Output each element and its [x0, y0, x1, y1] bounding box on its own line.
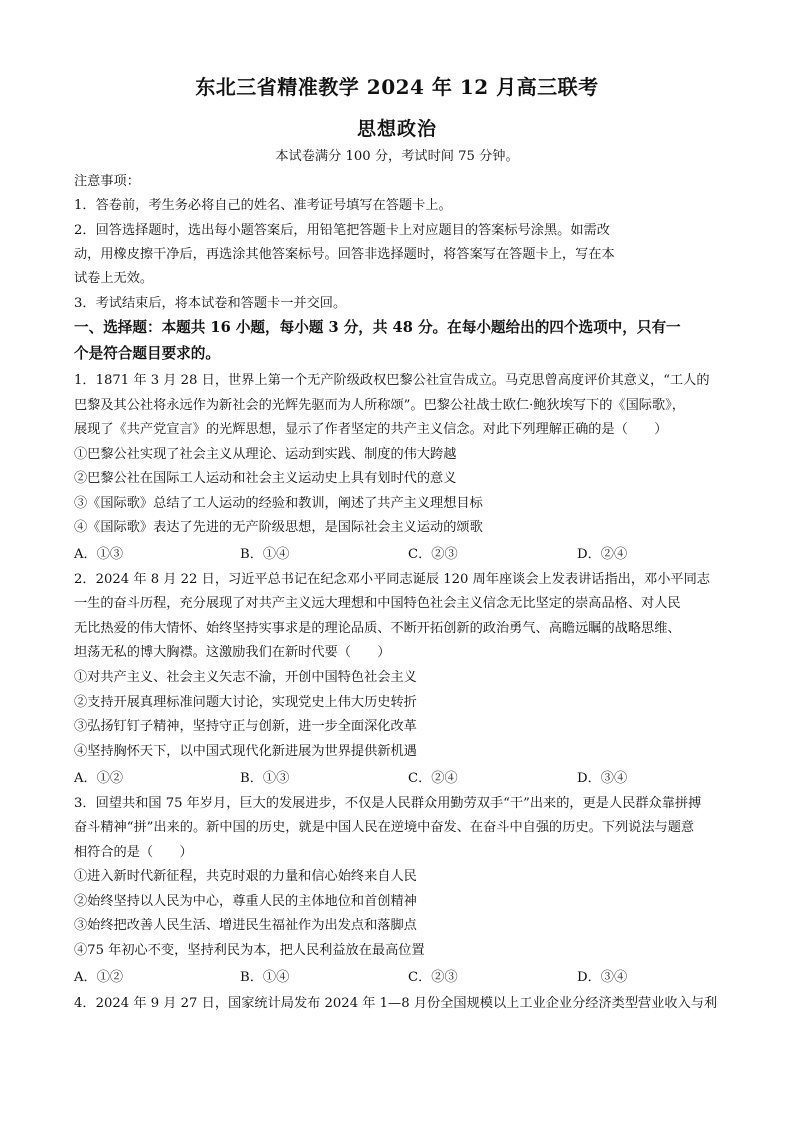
- q4-stem-line-1: 4．2024 年 9 月 27 日，国家统计局发布 2024 年 1—8 月份全国规模以上工业企业分经济类型营业收入与利: [74, 996, 718, 1011]
- q1-option-a: A．①③: [74, 547, 124, 562]
- q3-statement-1: ①进入新时代新征程，共克时艰的力量和信心始终来自人民: [74, 869, 417, 884]
- subject-title: 思想政治: [356, 118, 437, 140]
- note-item-2-line-3: 试卷上无效。: [74, 271, 154, 286]
- q1-stem-line-3: 展现了《共产党宣言》的光辉思想，显示了作者坚定的共产主义信念。对此下列理解正确的是（ ）: [74, 422, 668, 437]
- q2-options: [74, 769, 734, 789]
- q1-options: [74, 545, 734, 565]
- note-item-3: 3．考试结束后，将本试卷和答题卡一并交回。: [74, 296, 347, 311]
- note-item-2-line-1: 2．回答选择题时，选出每小题答案后，用铅笔把答题卡上对应题目的答案标号涂黑。如需改: [74, 223, 610, 238]
- q2-stem-line-4: 坦荡无私的博大胸襟。这激励我们在新时代要（ ）: [74, 645, 391, 660]
- note-item-1: 1．答卷前，考生务必将自己的姓名、准考证号填写在答题卡上。: [74, 198, 452, 213]
- q3-statement-2: ②始终坚持以人民为中心，尊重人民的主体地位和首创精神: [74, 894, 417, 909]
- exam-title: 东北三省精准教学 2024 年 12 月高三联考: [195, 75, 599, 99]
- q2-statement-3: ③弘扬钉钉子精神，坚持守正与创新，进一步全面深化改革: [74, 719, 417, 734]
- q3-stem-line-1: 3．回望共和国 75 年岁月，巨大的发展进步，不仅是人民群众用勤劳双手“干”出来的，更是人民群众靠拼搏: [74, 796, 702, 811]
- q3-option-c: C．②③: [408, 970, 458, 985]
- q2-statement-1: ①对共产主义、社会主义矢志不渝，开创中国特色社会主义: [74, 670, 417, 685]
- q3-statement-3: ③始终把改善人民生活、增进民生福祉作为出发点和落脚点: [74, 918, 417, 933]
- q3-statement-4: ④75 年初心不变，坚持利民为本，把人民利益放在最高位置: [74, 943, 425, 958]
- q1-option-d: D．②④: [577, 547, 628, 562]
- exam-info: 本试卷满分 100 分，考试时间 75 分钟。: [275, 149, 519, 164]
- q2-option-c: C．②④: [408, 771, 458, 786]
- q2-statement-4: ④坚持胸怀天下，以中国式现代化新进展为世界提供新机遇: [74, 744, 417, 759]
- q1-statement-3: ③《国际歌》总结了工人运动的经验和教训，阐述了共产主义理想目标: [74, 496, 483, 511]
- q3-stem-line-3: 相符合的是（ ）: [74, 845, 193, 860]
- q2-stem-line-2: 一生的奋斗历程，充分展现了对共产主义远大理想和中国特色社会主义信念无比坚定的崇高品格、对人民: [74, 596, 681, 611]
- q3-option-b: B．①④: [240, 970, 290, 985]
- section-heading-line-2: 个是符合题目要求的。: [74, 345, 220, 362]
- q3-option-a: A．①②: [74, 970, 124, 985]
- q3-option-d: D．③④: [577, 970, 628, 985]
- q3-stem-line-2: 奋斗精神“拼”出来的。新中国的历史，就是中国人民在逆境中奋发、在奋斗中自强的历史。下列说法与题意: [74, 820, 695, 835]
- q1-statement-2: ②巴黎公社在国际工人运动和社会主义运动史上具有划时代的意义: [74, 471, 457, 486]
- q1-statement-4: ④《国际歌》表达了先进的无产阶级思想，是国际社会主义运动的颂歌: [74, 520, 483, 535]
- q1-stem-line-2: 巴黎及其公社将永远作为新社会的光辉先驱而为人所称颂”。巴黎公社战士欧仁·鲍狄埃写下的《国际歌》，: [74, 398, 685, 413]
- q2-stem-line-1: 2．2024 年 8 月 22 日，习近平总书记在纪念邓小平同志诞辰 120 周年座谈会上发表讲话指出，邓小平同志: [74, 572, 710, 587]
- q2-option-b: B．①③: [240, 771, 290, 786]
- q2-stem-line-3: 无比热爱的伟大情怀、始终坚持实事求是的理论品质、不断开拓创新的政治勇气、高瞻远瞩的战略思维、: [74, 621, 681, 636]
- q2-option-a: A．①②: [74, 771, 124, 786]
- q1-option-c: C．②③: [408, 547, 458, 562]
- q1-stem-line-1: 1．1871 年 3 月 28 日，世界上第一个无产阶级政权巴黎公社宣告成立。马克思曾高度评价其意义，“工人的: [74, 373, 710, 388]
- q3-options: [74, 968, 734, 988]
- q1-option-b: B．①④: [240, 547, 290, 562]
- q1-statement-1: ①巴黎公社实现了社会主义从理论、运动到实践、制度的伟大跨越: [74, 447, 457, 462]
- notes-heading: 注意事项：: [74, 174, 140, 189]
- q2-statement-2: ②支持开展真理标准问题大讨论，实现党史上伟大历史转折: [74, 695, 417, 710]
- q2-option-d: D．③④: [577, 771, 628, 786]
- note-item-2-line-2: 动，用橡皮擦干净后，再选涂其他答案标号。回答非选择题时，将答案写在答题卡上，写在本: [74, 247, 615, 262]
- section-heading-line-1: 一、选择题：本题共 16 小题，每小题 3 分，共 48 分。在每小题给出的四个选项中，只有一: [74, 319, 681, 336]
